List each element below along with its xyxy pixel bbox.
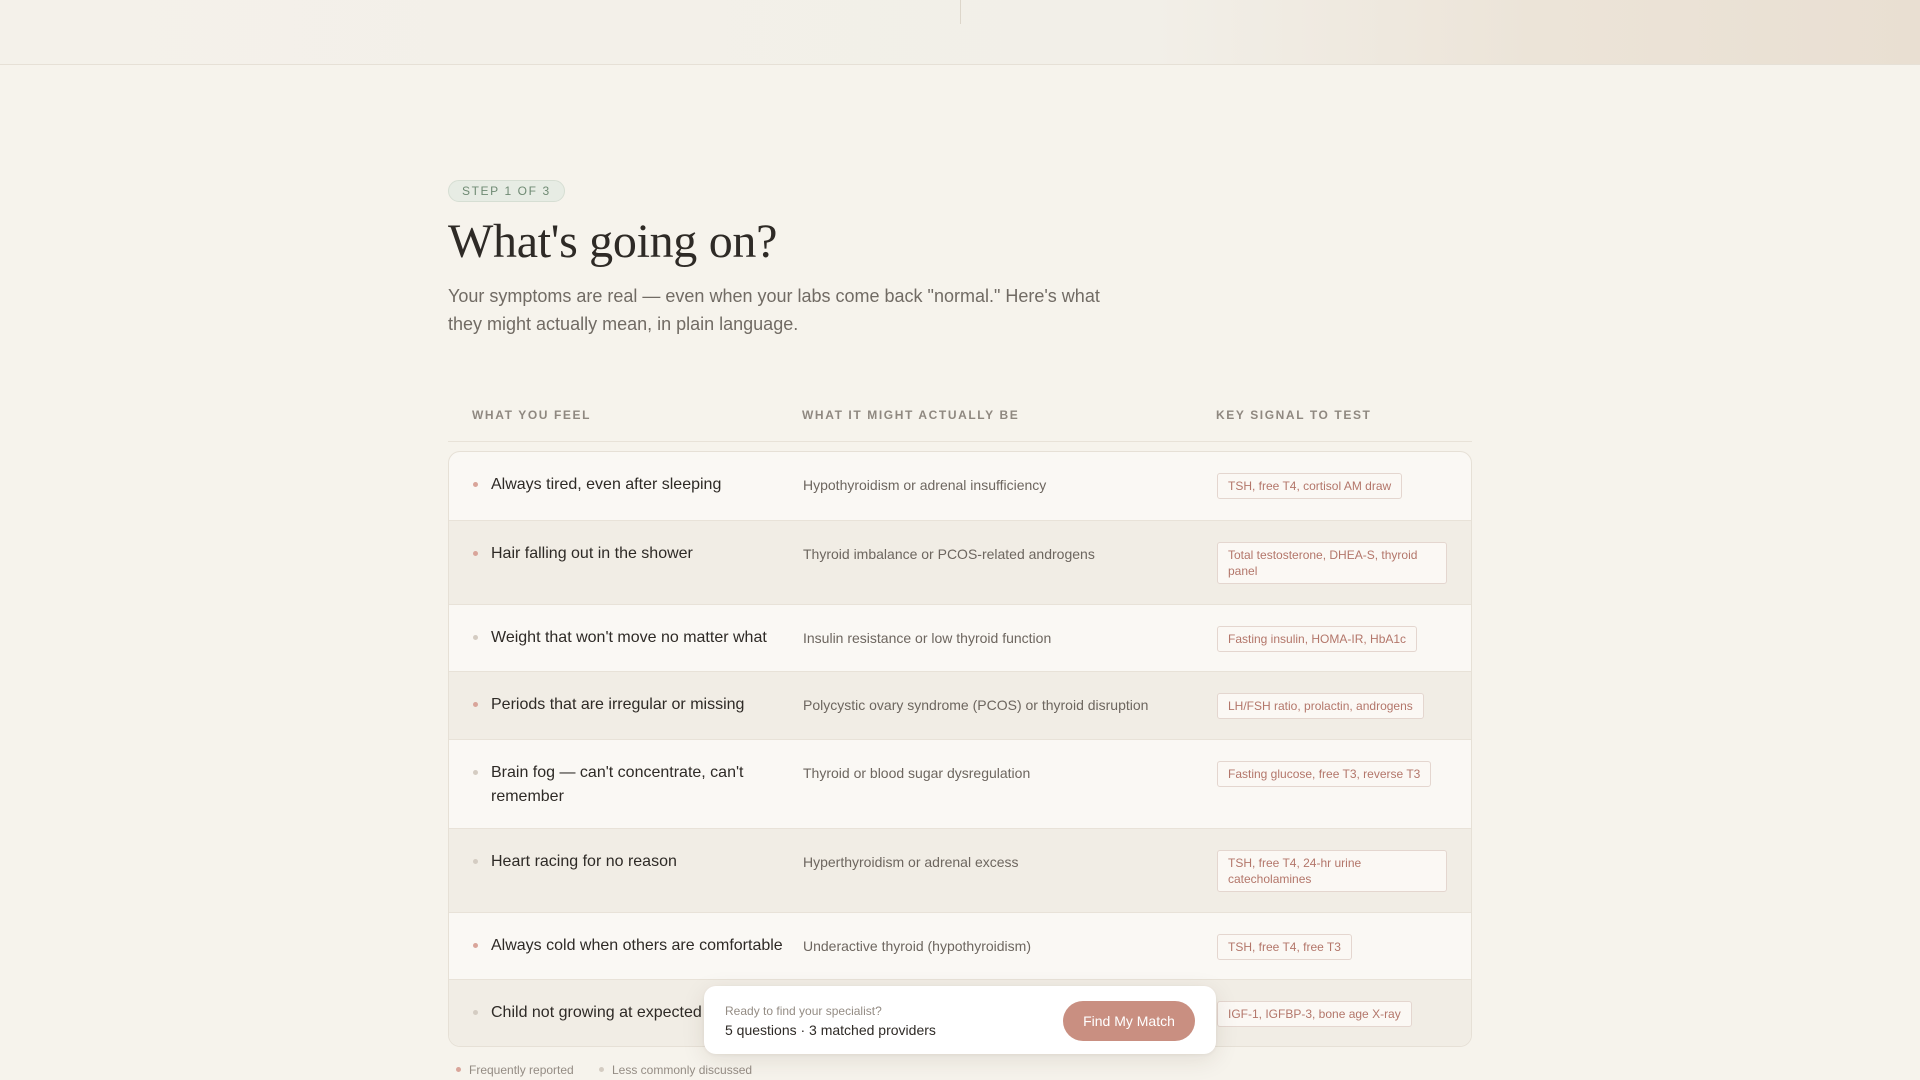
table-row[interactable] xyxy=(449,828,1471,912)
possible-cause: Thyroid or blood sugar dysregulation xyxy=(803,765,1031,781)
symptom-text: Periods that are irregular or missing xyxy=(491,696,745,713)
legend-dot-less xyxy=(599,1067,604,1072)
test-signal-tag: TSH, free T4, cortisol AM draw xyxy=(1217,473,1402,499)
step-indicator: STEP 1 OF 3 xyxy=(448,180,565,202)
symptom-table xyxy=(448,451,1472,1047)
possible-cause: Hyperthyroidism or adrenal excess xyxy=(803,854,1019,870)
table-row[interactable] xyxy=(449,671,1471,739)
symptom-text: Brain fog — can't concentrate, can't remember xyxy=(491,764,744,805)
legend-item-frequent xyxy=(456,1063,574,1077)
symptom-text: Heart racing for no reason xyxy=(491,853,677,870)
test-signal-tag: TSH, free T4, 24-hr urine catecholamines xyxy=(1217,850,1447,892)
table-row[interactable] xyxy=(449,452,1471,520)
frequency-dot xyxy=(473,943,478,948)
legend-dot-frequent xyxy=(456,1067,461,1072)
page-title: What's going on? xyxy=(448,215,778,268)
possible-cause: Underactive thyroid (hypothyroidism) xyxy=(803,938,1031,954)
top-bar-divider xyxy=(960,0,961,24)
symptom-text: Always cold when others are comfortable xyxy=(491,937,783,954)
frequency-dot xyxy=(473,551,478,556)
top-bar xyxy=(0,0,1920,65)
table-row[interactable] xyxy=(449,520,1471,604)
legend-label-less: Less commonly discussed xyxy=(612,1063,753,1077)
symptom-text: Always tired, even after sleeping xyxy=(491,476,722,493)
test-signal-tag: Fasting glucose, free T3, reverse T3 xyxy=(1217,761,1431,787)
legend-label-frequent: Frequently reported xyxy=(469,1063,574,1077)
test-signal-tag: Total testosterone, DHEA-S, thyroid panel xyxy=(1217,542,1447,584)
frequency-dot xyxy=(473,770,478,775)
column-header-test: KEY SIGNAL TO TEST xyxy=(1216,408,1372,422)
find-specialist-card xyxy=(704,986,1216,1054)
test-signal-tag: Fasting insulin, HOMA-IR, HbA1c xyxy=(1217,626,1417,652)
test-signal-tag: IGF-1, IGFBP-3, bone age X-ray xyxy=(1217,1001,1412,1027)
table-row[interactable] xyxy=(449,604,1471,671)
test-signal-tag: TSH, free T4, free T3 xyxy=(1217,934,1352,960)
possible-cause: Thyroid imbalance or PCOS-related androgens xyxy=(803,546,1095,562)
table-row[interactable] xyxy=(449,912,1471,979)
frequency-dot xyxy=(473,859,478,864)
column-header-feel: WHAT YOU FEEL xyxy=(472,408,592,422)
frequency-dot xyxy=(473,702,478,707)
frequency-dot xyxy=(473,1010,478,1015)
page-subtitle: Your symptoms are real — even when your labs come back "normal." Here's what they might actually mean, in plain language. xyxy=(448,286,1100,334)
frequency-dot xyxy=(473,635,478,640)
test-signal-tag: LH/FSH ratio, prolactin, androgens xyxy=(1217,693,1424,719)
legend-item-less xyxy=(599,1063,752,1077)
table-row[interactable] xyxy=(449,739,1471,828)
frequency-dot xyxy=(473,482,478,487)
possible-cause: Insulin resistance or low thyroid function xyxy=(803,630,1052,646)
possible-cause: Hypothyroidism or adrenal insufficiency xyxy=(803,477,1047,493)
symptom-text: Child not growing at expected xyxy=(491,1004,702,1021)
symptom-text: Weight that won't move no matter what xyxy=(491,629,767,646)
symptom-text: Hair falling out in the shower xyxy=(491,545,693,562)
column-header-maybe: WHAT IT MIGHT ACTUALLY BE xyxy=(802,408,1020,422)
table-column-headers xyxy=(448,400,1472,442)
possible-cause: Polycystic ovary syndrome (PCOS) or thyroid disruption xyxy=(803,697,1149,713)
cta-summary: 5 questions · 3 matched providers xyxy=(725,1022,936,1038)
cta-eyebrow: Ready to find your specialist? xyxy=(725,1004,882,1018)
find-my-match-button[interactable]: Find My Match xyxy=(1063,1001,1195,1041)
